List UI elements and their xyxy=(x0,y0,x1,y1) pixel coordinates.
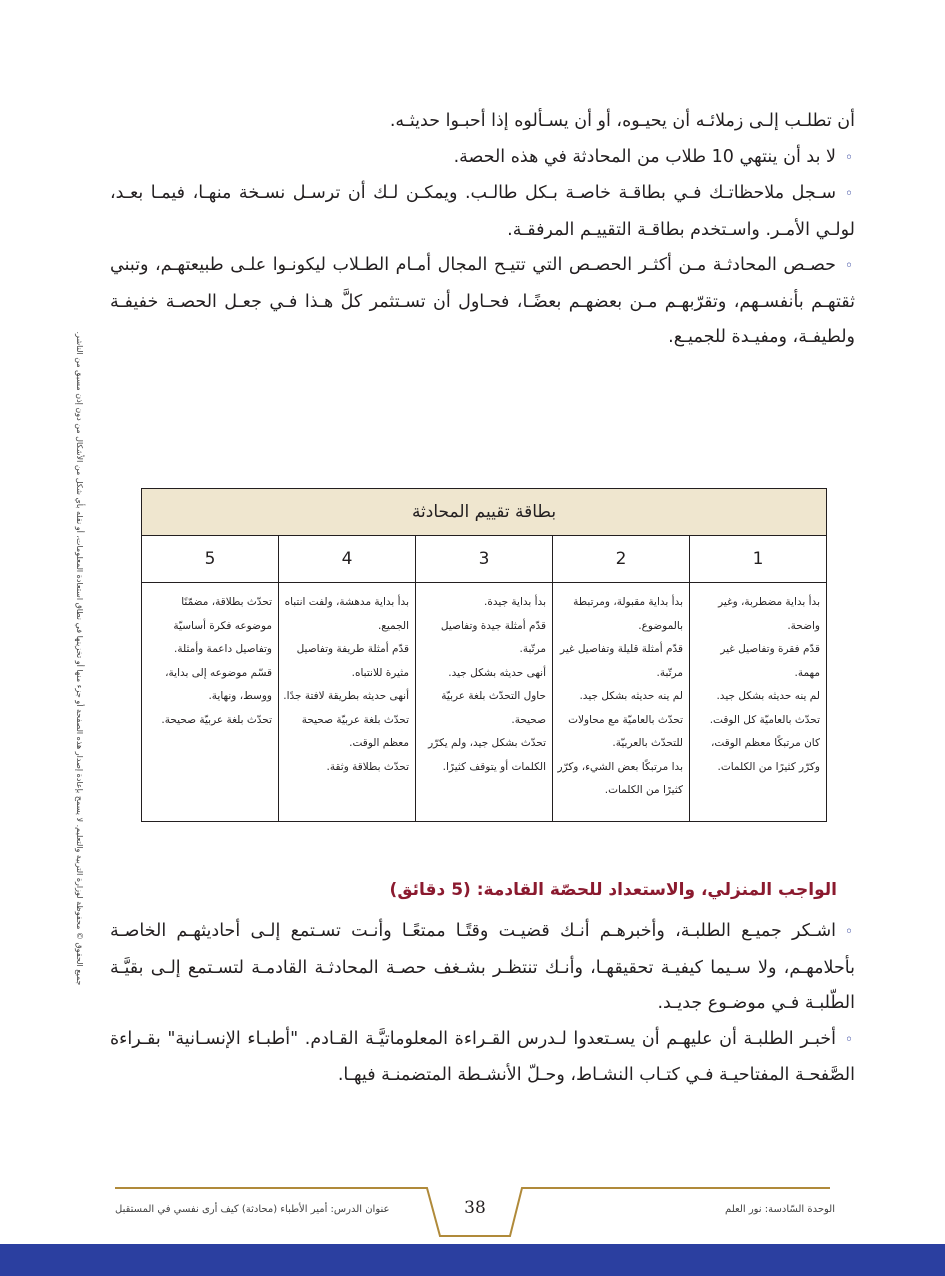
criterion: قدّم أمثلة طريفة وتفاصيل مثيرة للانتباه. xyxy=(296,643,409,679)
criterion: تحدّث بطلاقة وثقة. xyxy=(326,760,409,773)
footer-lesson-title: عنوان الدرس: أمير الأطباء (محادثة) كيف أرى نفسي في المستقبل xyxy=(115,1204,390,1215)
criterion: بدأ بداية مضطربة، وغير واضحة. xyxy=(718,596,820,632)
homework-heading: الواجب المنزلي، والاستعداد للحصّة القادمة: (5 دقائق) xyxy=(389,880,837,900)
instruction-list xyxy=(110,104,855,356)
list-item: ◦ لا بد أن ينتهي 10 طلاب من المحادثة في هذه الحصة. xyxy=(110,140,855,177)
footer-unit-title: الوحدة السّادسة: نور العلم xyxy=(725,1204,835,1215)
conversation-rating-card xyxy=(141,488,827,822)
homework-list xyxy=(110,914,855,1094)
rating-card-title: بطاقة تقييم المحادثة xyxy=(142,489,827,536)
level-4: 4 xyxy=(279,536,416,583)
criterion: بدا مرتبكًا بعض الشيء، وكرّر كثيرًا من الكلمات. xyxy=(557,760,683,796)
criterion: تحدّث بلغة عربيّة صحيحة معظم الوقت. xyxy=(301,713,409,749)
list-item: أن تطلـب إلـى زملائـه أن يحيـوه، أو أن يسـألوه إذا أحبـوا حديثـه. xyxy=(389,111,855,131)
level-2-criteria xyxy=(553,583,690,822)
level-3-criteria xyxy=(416,583,553,822)
criterion: تحدّث بالعاميّة كل الوقت. xyxy=(709,713,820,726)
list-item: ◦ اشـكر جميـع الطلبـة، وأخبرهـم أنـك قضيـت وقتًـا ممتعًـا وأنـت تسـتمع إلـى أحاديثهـم الخاصـة بأحلامهـم، ولا سـيما كيفيـة تحقيقهـا، وأنـك تنتظـر بشـغف حصـة المحادثـة القادمـة لتسـتمع إلـى بقيَّـة الطّلبـة فـي موضـوع جديـد. xyxy=(110,914,855,1022)
criterion: بدأ بداية مدهشة، ولفت انتباه الجميع. xyxy=(284,596,409,632)
level-4-criteria xyxy=(279,583,416,822)
level-3: 3 xyxy=(416,536,553,583)
page-number: 38 xyxy=(464,1198,486,1218)
list-item: ◦ حصـص المحادثـة مـن أكثـر الحصـص التي تتيـح المجال أمـام الطـلاب ليكونـوا علـى طبيعتهـم، وتبني ثقتهـم بأنفسـهم، وتقرّبهـم مـن بعضهـم بعضًـا، فحـاول أن تسـتثمر كلَّ هـذا فـي جعـل الحصـة خفيفـة ولطيفـة، ومفيـدة للجميـع. xyxy=(110,248,855,356)
criterion: بدأ بداية جيدة. xyxy=(484,596,546,608)
criterion: تحدّث بالعاميّة مع محاولات للتحدّث بالعربيّة. xyxy=(568,713,683,749)
criterion: كان مرتبكًا معظم الوقت، وكرّر كثيرًا من الكلمات. xyxy=(711,737,820,773)
criterion: أنهى حديثه بشكل جيد. xyxy=(448,666,546,679)
criterion: لم ينه حديثه بشكل جيد. xyxy=(579,690,683,702)
copyright-note: جميع الحقوق © محفوظة لوزارة التربية والتعليم. لا يسمح بإعادة إصدار هذه الصفحة أو جزء منها أو تخزينها في نطاق استعادة المعلومات، أو نقله بأي شكل من الأشكال من دون إذن مسبق من الناشر. xyxy=(75,331,84,986)
list-item: ◦ أخبـر الطلبـة أن عليهـم أن يسـتعدوا لـدرس القـراءة المعلوماتيَّـة القـادم. "أطبـاء الإنسـانية" بقـراءة الصَّفحـة المفتاحيـة فـي كتـاب النشـاط، وحـلّ الأنشـطة المتضمنـة فيهـا. xyxy=(110,1022,855,1094)
level-5-criteria xyxy=(142,583,279,822)
criterion: قدّم أمثلة قليلة وتفاصيل غير مرتّبة. xyxy=(560,643,683,679)
level-1: 1 xyxy=(690,536,827,583)
criterion: بدأ بداية مقبولة، ومرتبطة بالموضوع. xyxy=(573,596,683,632)
criterion: تحدّث بشكل جيد، ولم يكرّر الكلمات أو يتوقف كثيرًا. xyxy=(428,737,546,773)
criterion: تحدّث بطلاقة، مضمّنًا موضوعه فكرة أساسيّة وتفاصيل داعمة وأمثلة. xyxy=(173,596,272,655)
criterion: حاول التحدّث بلغة عربيّة صحيحة. xyxy=(441,690,546,726)
level-2: 2 xyxy=(553,536,690,583)
criterion: تحدّث بلغة عربيّة صحيحة. xyxy=(161,713,272,726)
bottom-color-band xyxy=(0,1244,945,1276)
criterion: قسّم موضوعه إلى بداية، ووسط، ونهاية. xyxy=(165,666,272,702)
level-5: 5 xyxy=(142,536,279,583)
list-item: ◦ سـجل ملاحظاتـك فـي بطاقـة خاصـة بـكل طالـب. ويمكـن لـك أن ترسـل نسـخة منهـا، فيمـا بعـد، لولـي الأمـر. واسـتخدم بطاقـة التقييـم المرفقـة. xyxy=(110,176,855,248)
criterion: أنهى حديثه بطريقة لافتة جدًا. xyxy=(283,690,409,702)
criterion: لم ينه حديثه بشكل جيد. xyxy=(716,690,820,702)
level-1-criteria xyxy=(690,583,827,822)
criterion: قدّم أمثلة جيدة وتفاصيل مرتّبة. xyxy=(440,619,546,655)
criterion: قدّم فقرة وتفاصيل غير مهمة. xyxy=(720,643,820,679)
